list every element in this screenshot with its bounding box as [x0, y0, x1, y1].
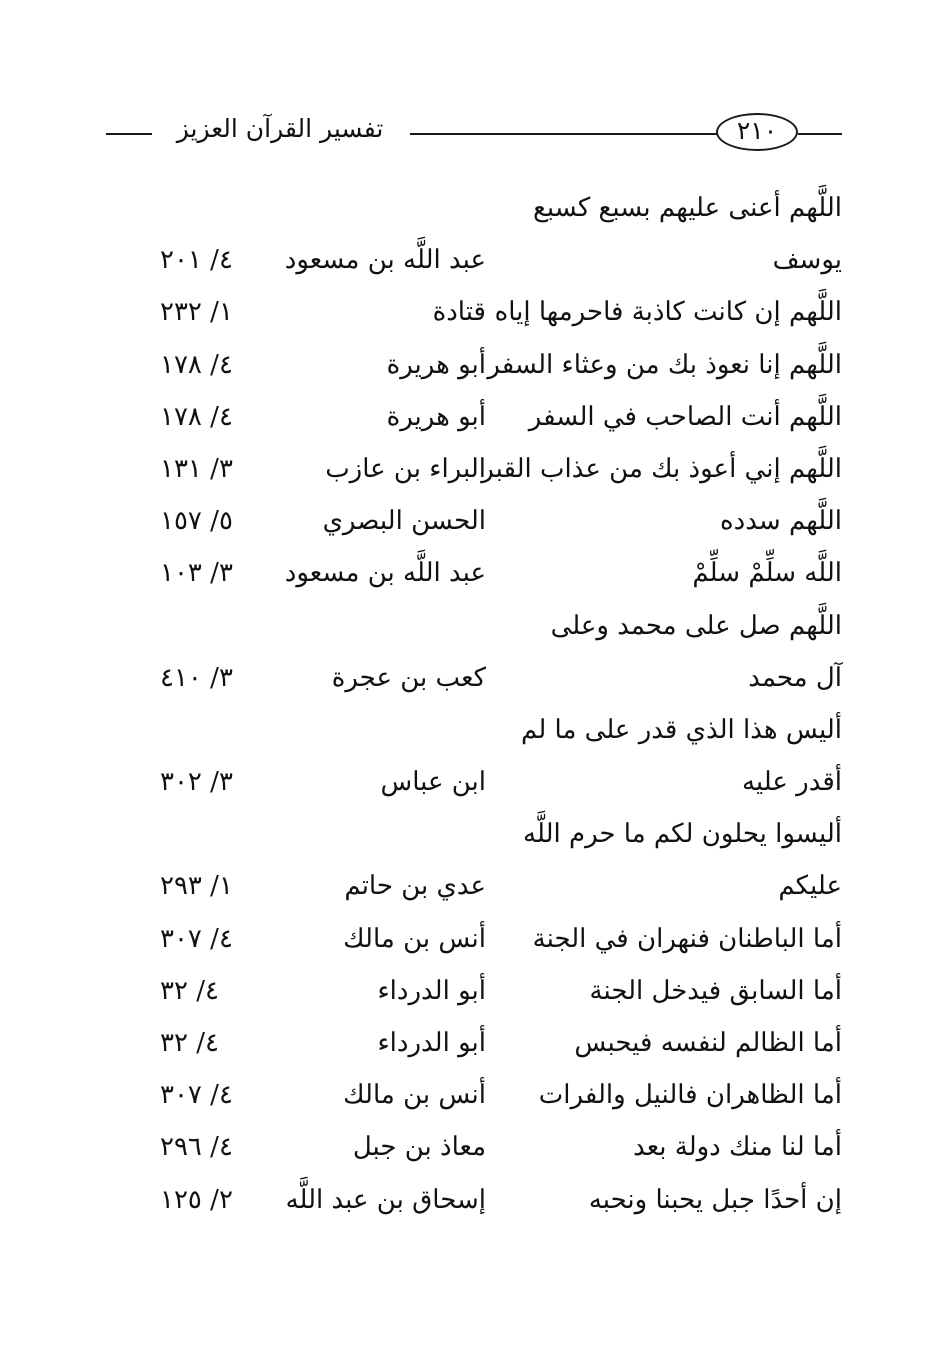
hadith-text: أما الظالم لنفسه فيحبس	[574, 1028, 842, 1058]
index-entries	[0, 184, 938, 1228]
hadith-text: آل محمد	[748, 662, 842, 693]
header-rule-middle	[410, 133, 718, 135]
narrator: عبد اللَّه بن مسعود	[284, 558, 486, 589]
index-entry	[0, 236, 938, 288]
narrator: أنس بن مالك	[343, 923, 486, 954]
hadith-text: إن أحدًا جبل يحبنا ونحبه	[588, 1184, 842, 1215]
page-header	[0, 108, 938, 158]
index-entry	[0, 393, 938, 445]
hadith-text: اللَّه سلِّمْ سلِّمْ	[692, 558, 842, 589]
volume-page-ref: ٤/ ٣٢	[160, 975, 219, 1006]
narrator: عبد اللَّه بن مسعود	[284, 245, 486, 276]
header-rule-right	[798, 133, 842, 135]
index-entry	[0, 549, 938, 601]
index-entry	[0, 654, 938, 706]
narrator: أنس بن مالك	[343, 1080, 486, 1111]
index-entry	[0, 758, 938, 810]
hadith-text: اللَّهم إن كانت كاذبة فاحرمها إياه	[494, 297, 842, 328]
volume-page-ref: ١/ ٢٩٣	[160, 871, 233, 902]
hadith-text: أما الظاهران فالنيل والفرات	[538, 1080, 842, 1111]
hadith-text: اللَّهم أعنى عليهم بسبع كسبع	[533, 193, 842, 223]
volume-page-ref: ٣/ ١٣١	[160, 453, 233, 484]
index-entry	[0, 1176, 938, 1228]
hadith-text: عليكم	[778, 871, 842, 902]
hadith-text: اللَّهم سدده	[720, 506, 842, 537]
index-entry	[0, 1019, 938, 1071]
hadith-text: اللَّهم إنا نعوذ بك من وعثاء السفر	[487, 349, 842, 380]
volume-page-ref: ٤/ ٣٠٧	[160, 1080, 233, 1111]
hadith-text: أليس هذا الذي قدر على ما لم	[521, 714, 842, 745]
narrator: الحسن البصري	[322, 506, 486, 537]
hadith-text: أما لنا منك دولة بعد	[633, 1132, 842, 1163]
narrator: ابن عباس	[380, 767, 486, 798]
narrator: كعب بن عجرة	[331, 662, 486, 693]
volume-page-ref: ٣/ ٣٠٢	[160, 767, 233, 798]
volume-page-ref: ٤/ ٣٢	[160, 1028, 219, 1058]
index-entry	[0, 288, 938, 340]
narrator: عدي بن حاتم	[344, 871, 486, 902]
page-number: ٢١٠	[716, 113, 798, 151]
volume-page-ref: ٤/ ٢٩٦	[160, 1132, 233, 1163]
running-title: تفسير القرآن العزيز	[176, 114, 384, 143]
volume-page-ref: ٢/ ١٢٥	[160, 1184, 233, 1215]
volume-page-ref: ٤/ ١٧٨	[160, 349, 233, 380]
narrator: البراء بن عازب	[325, 453, 486, 484]
volume-page-ref: ٥/ ١٥٧	[160, 506, 233, 537]
index-entry	[0, 445, 938, 497]
narrator: أبو الدرداء	[377, 975, 486, 1006]
index-entry	[0, 915, 938, 967]
narrator: أبو هريرة	[386, 401, 486, 432]
hadith-text: أما السابق فيدخل الجنة	[589, 975, 842, 1006]
index-entry	[0, 602, 938, 654]
narrator: معاذ بن جبل	[352, 1132, 486, 1163]
index-entry	[0, 862, 938, 914]
volume-page-ref: ٣/ ١٠٣	[160, 558, 233, 589]
index-entry	[0, 1123, 938, 1175]
narrator: أبو الدرداء	[377, 1028, 486, 1058]
hadith-text: أما الباطنان فنهران في الجنة	[532, 923, 842, 954]
index-entry	[0, 1071, 938, 1123]
index-entry	[0, 810, 938, 862]
index-entry	[0, 706, 938, 758]
hadith-text: أقدر عليه	[741, 767, 842, 798]
index-entry	[0, 497, 938, 549]
hadith-text: يوسف	[772, 245, 842, 276]
index-entry	[0, 967, 938, 1019]
volume-page-ref: ٤/ ٢٠١	[160, 245, 233, 276]
narrator: أبو هريرة	[386, 349, 486, 380]
volume-page-ref: ٤/ ١٧٨	[160, 401, 233, 432]
index-entry	[0, 184, 938, 236]
hadith-text: اللَّهم صل على محمد وعلى	[550, 610, 842, 641]
header-rule-left	[106, 133, 152, 135]
volume-page-ref: ٤/ ٣٠٧	[160, 923, 233, 954]
hadith-text: اللَّهم إني أعوذ بك من عذاب القبر	[481, 453, 842, 484]
volume-page-ref: ٣/ ٤١٠	[160, 662, 233, 693]
narrator: قتادة	[432, 297, 486, 328]
index-entry	[0, 341, 938, 393]
hadith-text: اللَّهم أنت الصاحب في السفر	[528, 401, 842, 432]
volume-page-ref: ١/ ٢٣٢	[160, 297, 233, 328]
hadith-text: أليسوا يحلون لكم ما حرم اللَّه	[523, 819, 842, 850]
narrator: إسحاق بن عبد اللَّه	[285, 1184, 486, 1215]
